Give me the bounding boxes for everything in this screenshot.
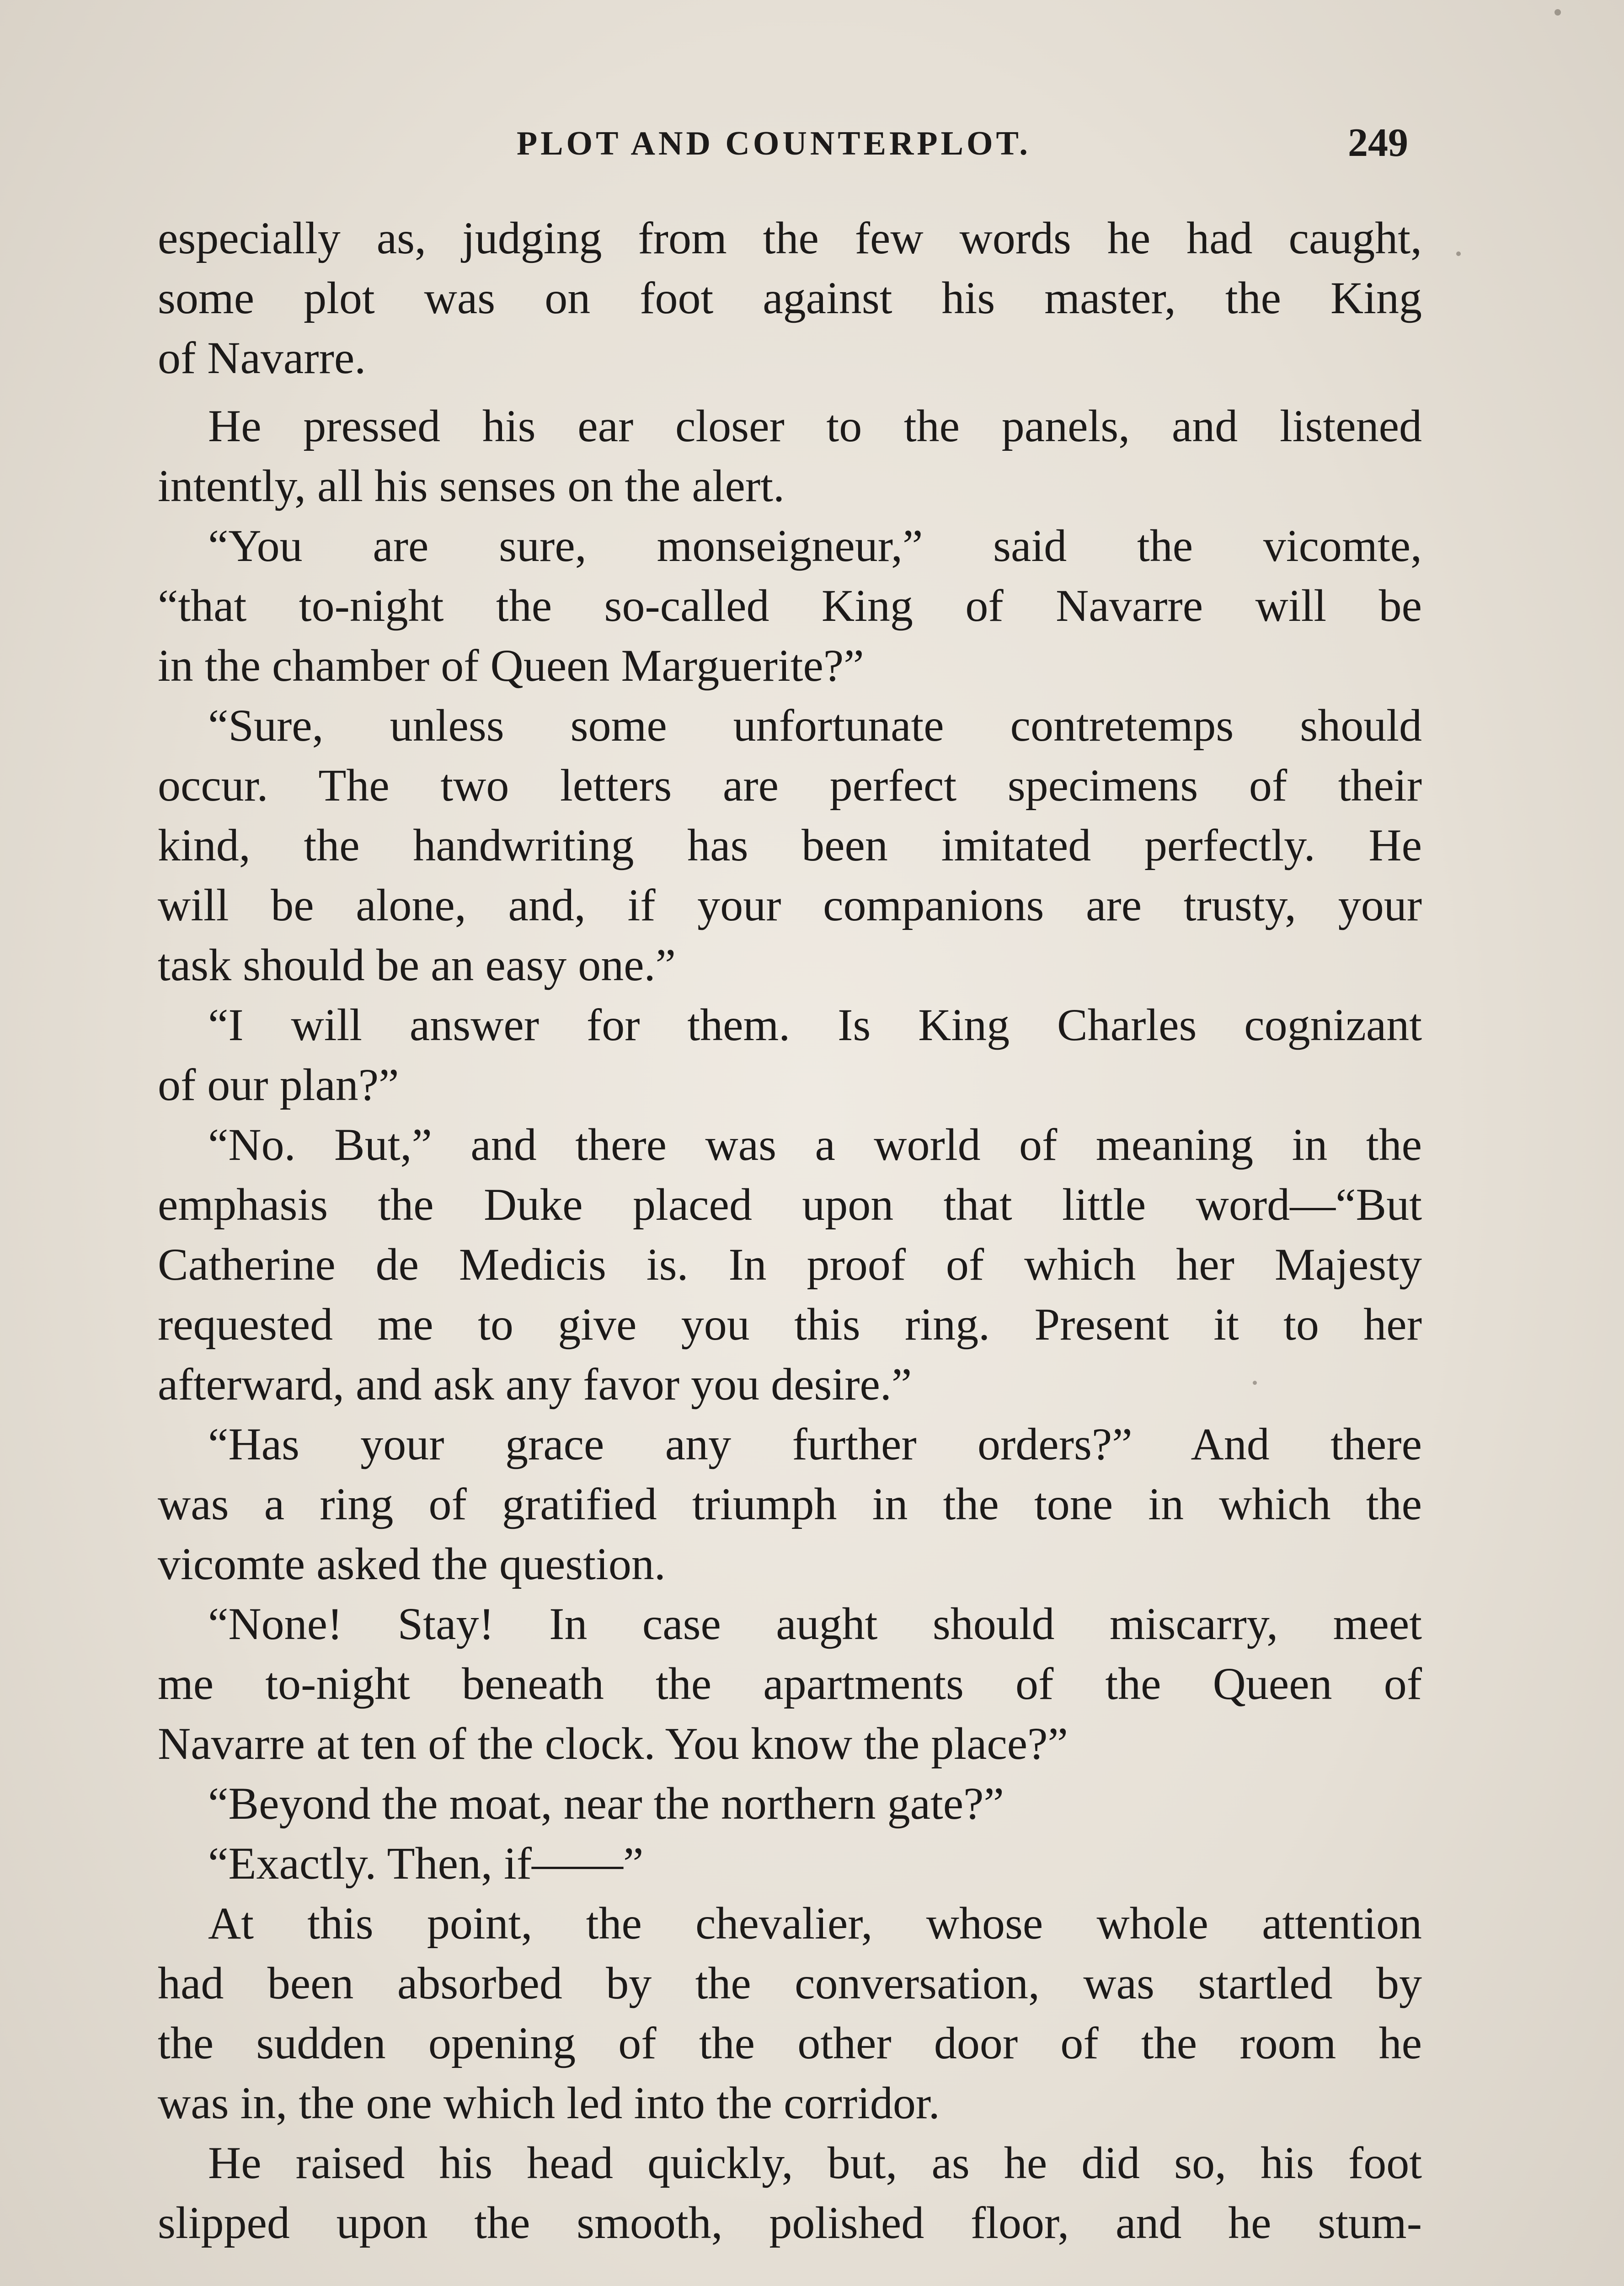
text-line: “Exactly. Then, if——” (208, 1838, 644, 1889)
text-line: “that to-night the so-called King of Navarre will be (158, 580, 1422, 631)
paper-speck (1253, 1381, 1257, 1385)
text-line: will be alone, and, if your companions are trusty, your (158, 880, 1422, 930)
text-line: of Navarre. (158, 332, 366, 383)
text-line: slipped upon the smooth, polished floor, and he stum- (158, 2197, 1422, 2248)
running-title: PLOT AND COUNTERPLOT. (517, 125, 1031, 162)
text-line: in the chamber of Queen Marguerite?” (158, 640, 864, 691)
page-number: 249 (1348, 121, 1408, 165)
text-line: emphasis the Duke placed upon that little word—“But (158, 1179, 1422, 1230)
text-line: “None! Stay! In case aught should miscarry, meet (208, 1598, 1422, 1649)
text-line: some plot was on foot against his master, the King (158, 272, 1422, 323)
text-line: especially as, judging from the few words he had caught, (158, 213, 1422, 263)
running-head (0, 120, 1624, 175)
text-line: had been absorbed by the conversation, was startled by (158, 1958, 1422, 2008)
text-line: was in, the one which led into the corridor. (158, 2078, 940, 2128)
text-line: He pressed his ear closer to the panels, and listened (208, 401, 1422, 451)
text-line: He raised his head quickly, but, as he did so, his foot (208, 2137, 1422, 2188)
text-line: of our plan?” (158, 1059, 399, 1110)
text-line: “Beyond the moat, near the northern gate?” (208, 1778, 1004, 1829)
text-line: was a ring of gratified triumph in the tone in which the (158, 1479, 1422, 1529)
text-line: the sudden opening of the other door of the room he (158, 2018, 1422, 2068)
text-line: “I will answer for them. Is King Charles cognizant (208, 999, 1422, 1050)
text-line: task should be an easy one.” (158, 940, 676, 990)
text-line: “Sure, unless some unfortunate contretemps should (208, 700, 1422, 751)
body-text (158, 208, 1422, 2253)
text-line: occur. The two letters are perfect specimens of their (158, 760, 1422, 811)
paper-speck (1555, 9, 1561, 16)
text-line: me to-night beneath the apartments of the Queen of (158, 1658, 1422, 1709)
paper-speck (1456, 251, 1461, 256)
text-line: vicomte asked the question. (158, 1538, 666, 1589)
text-line: “Has your grace any further orders?” And there (208, 1419, 1422, 1469)
text-line: intently, all his senses on the alert. (158, 460, 785, 511)
text-line: At this point, the chevalier, whose whole attention (208, 1898, 1422, 1949)
text-line: kind, the handwriting has been imitated perfectly. He (158, 820, 1422, 871)
text-line: Catherine de Medicis is. In proof of which her Majesty (158, 1239, 1422, 1290)
text-line: “No. But,” and there was a world of meaning in the (208, 1119, 1422, 1170)
text-line: afterward, and ask any favor you desire.” (158, 1359, 912, 1410)
text-line: requested me to give you this ring. Present it to her (158, 1299, 1422, 1350)
text-line: “You are sure, monseigneur,” said the vicomte, (208, 520, 1422, 571)
text-line: Navarre at ten of the clock. You know the place?” (158, 1718, 1068, 1769)
